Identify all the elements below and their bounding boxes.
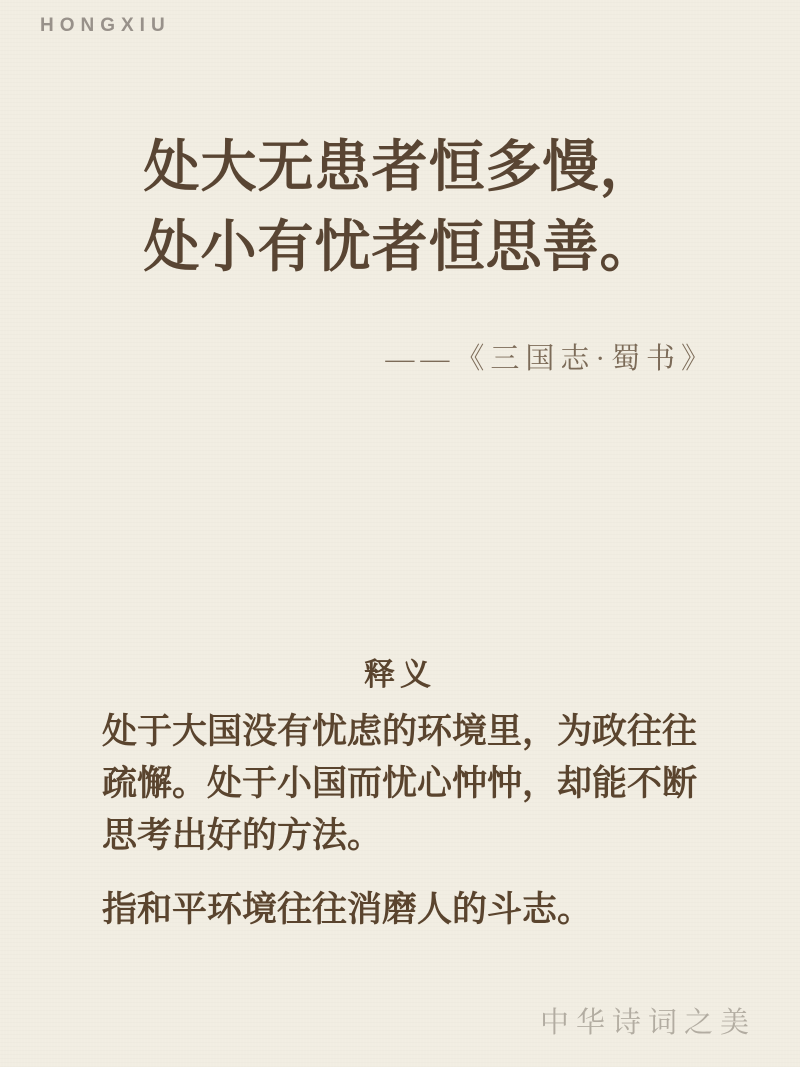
watermark-text: 中华诗词之美: [539, 1007, 756, 1039]
quote-line-2: 处小有忧者恒思善。: [143, 217, 657, 279]
quote-line-1: 处大无患者恒多慢，: [143, 137, 657, 199]
brand-logo: HONGXIU: [40, 15, 171, 36]
explanation-heading: 释义: [364, 657, 436, 692]
quote-block: [0, 128, 800, 288]
explanation-paragraph-2: 指和平环境往往消磨人的斗志。: [102, 890, 593, 929]
explanation-paragraph-1-line-3: 思考出好的方法。: [102, 816, 383, 855]
explanation-paragraph-1: [102, 706, 722, 862]
quote-source: ——《三国志·蜀书》: [385, 343, 716, 375]
explanation-paragraph-1-line-2: 疏懈。处于小国而忧心忡忡，却能不断: [102, 764, 698, 803]
explanation-paragraph-1-line-1: 处于大国没有忧虑的环境里，为政往往: [102, 712, 698, 751]
